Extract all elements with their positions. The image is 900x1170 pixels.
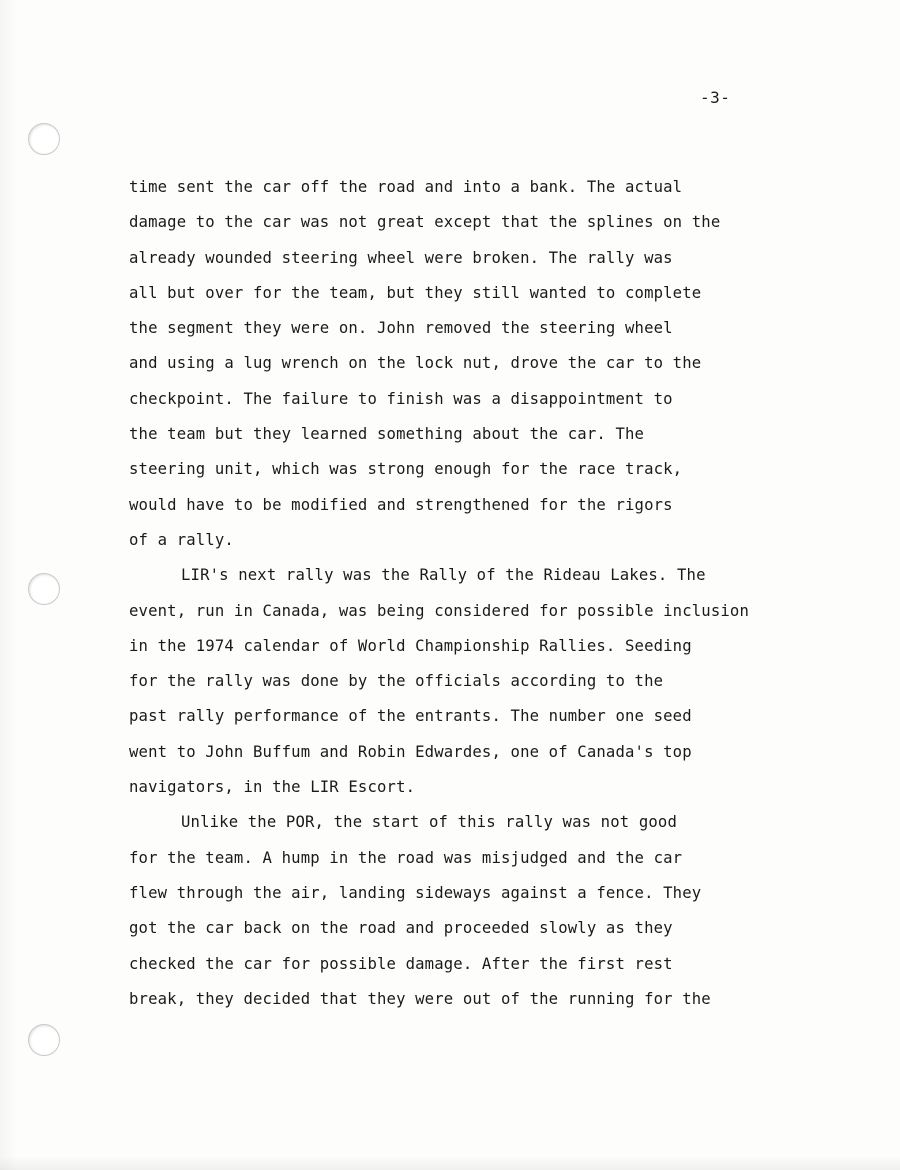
text-line: all but over for the team, but they still wanted to complete — [129, 283, 702, 302]
text-line: the team but they learned something about the car. The — [129, 425, 645, 444]
text-line: checked the car for possible damage. After the first rest — [129, 954, 673, 973]
text-line: flew through the air, landing sideways against a fence. They — [129, 883, 702, 902]
paper-bottom-shadow — [0, 1156, 900, 1170]
text-line: would have to be modified and strengthened for the rigors — [129, 495, 673, 514]
text-line: past rally performance of the entrants. The number one seed — [129, 707, 692, 726]
paragraph-start-line: Unlike the POR, the start of this rally was not good — [181, 813, 677, 832]
text-line: for the team. A hump in the road was misjudged and the car — [129, 848, 683, 867]
text-line: got the car back on the road and proceeded slowly as they — [129, 919, 673, 938]
text-line: went to John Buffum and Robin Edwardes, one of Canada's top — [129, 742, 692, 761]
page-number: -3- — [700, 88, 731, 107]
text-line: steering unit, which was strong enough for the race track, — [129, 460, 683, 479]
text-line: damage to the car was not great except that the splines on the — [129, 213, 721, 232]
text-line: in the 1974 calendar of World Championship Rallies. Seeding — [129, 636, 692, 655]
text-line: for the rally was done by the officials according to the — [129, 672, 664, 691]
text-line: event, run in Canada, was being considered for possible inclusion — [129, 601, 749, 620]
punch-hole-middle — [28, 573, 60, 605]
text-line: navigators, in the LIR Escort. — [129, 778, 416, 797]
punch-hole-top — [28, 123, 60, 155]
text-line: of a rally. — [129, 530, 234, 549]
text-line: the segment they were on. John removed the steering wheel — [129, 319, 673, 338]
text-line: and using a lug wrench on the lock nut, drove the car to the — [129, 354, 702, 373]
text-line: already wounded steering wheel were broken. The rally was — [129, 248, 673, 267]
punch-hole-bottom — [28, 1024, 60, 1056]
text-line: time sent the car off the road and into a bank. The actual — [129, 178, 683, 196]
body-text — [129, 170, 829, 1017]
text-line: break, they decided that they were out of the running for the — [129, 989, 711, 1008]
paper-edge-shadow — [0, 0, 18, 1170]
paragraph-start-line: LIR's next rally was the Rally of the Rideau Lakes. The — [181, 566, 706, 585]
text-line: checkpoint. The failure to finish was a disappointment to — [129, 389, 673, 408]
